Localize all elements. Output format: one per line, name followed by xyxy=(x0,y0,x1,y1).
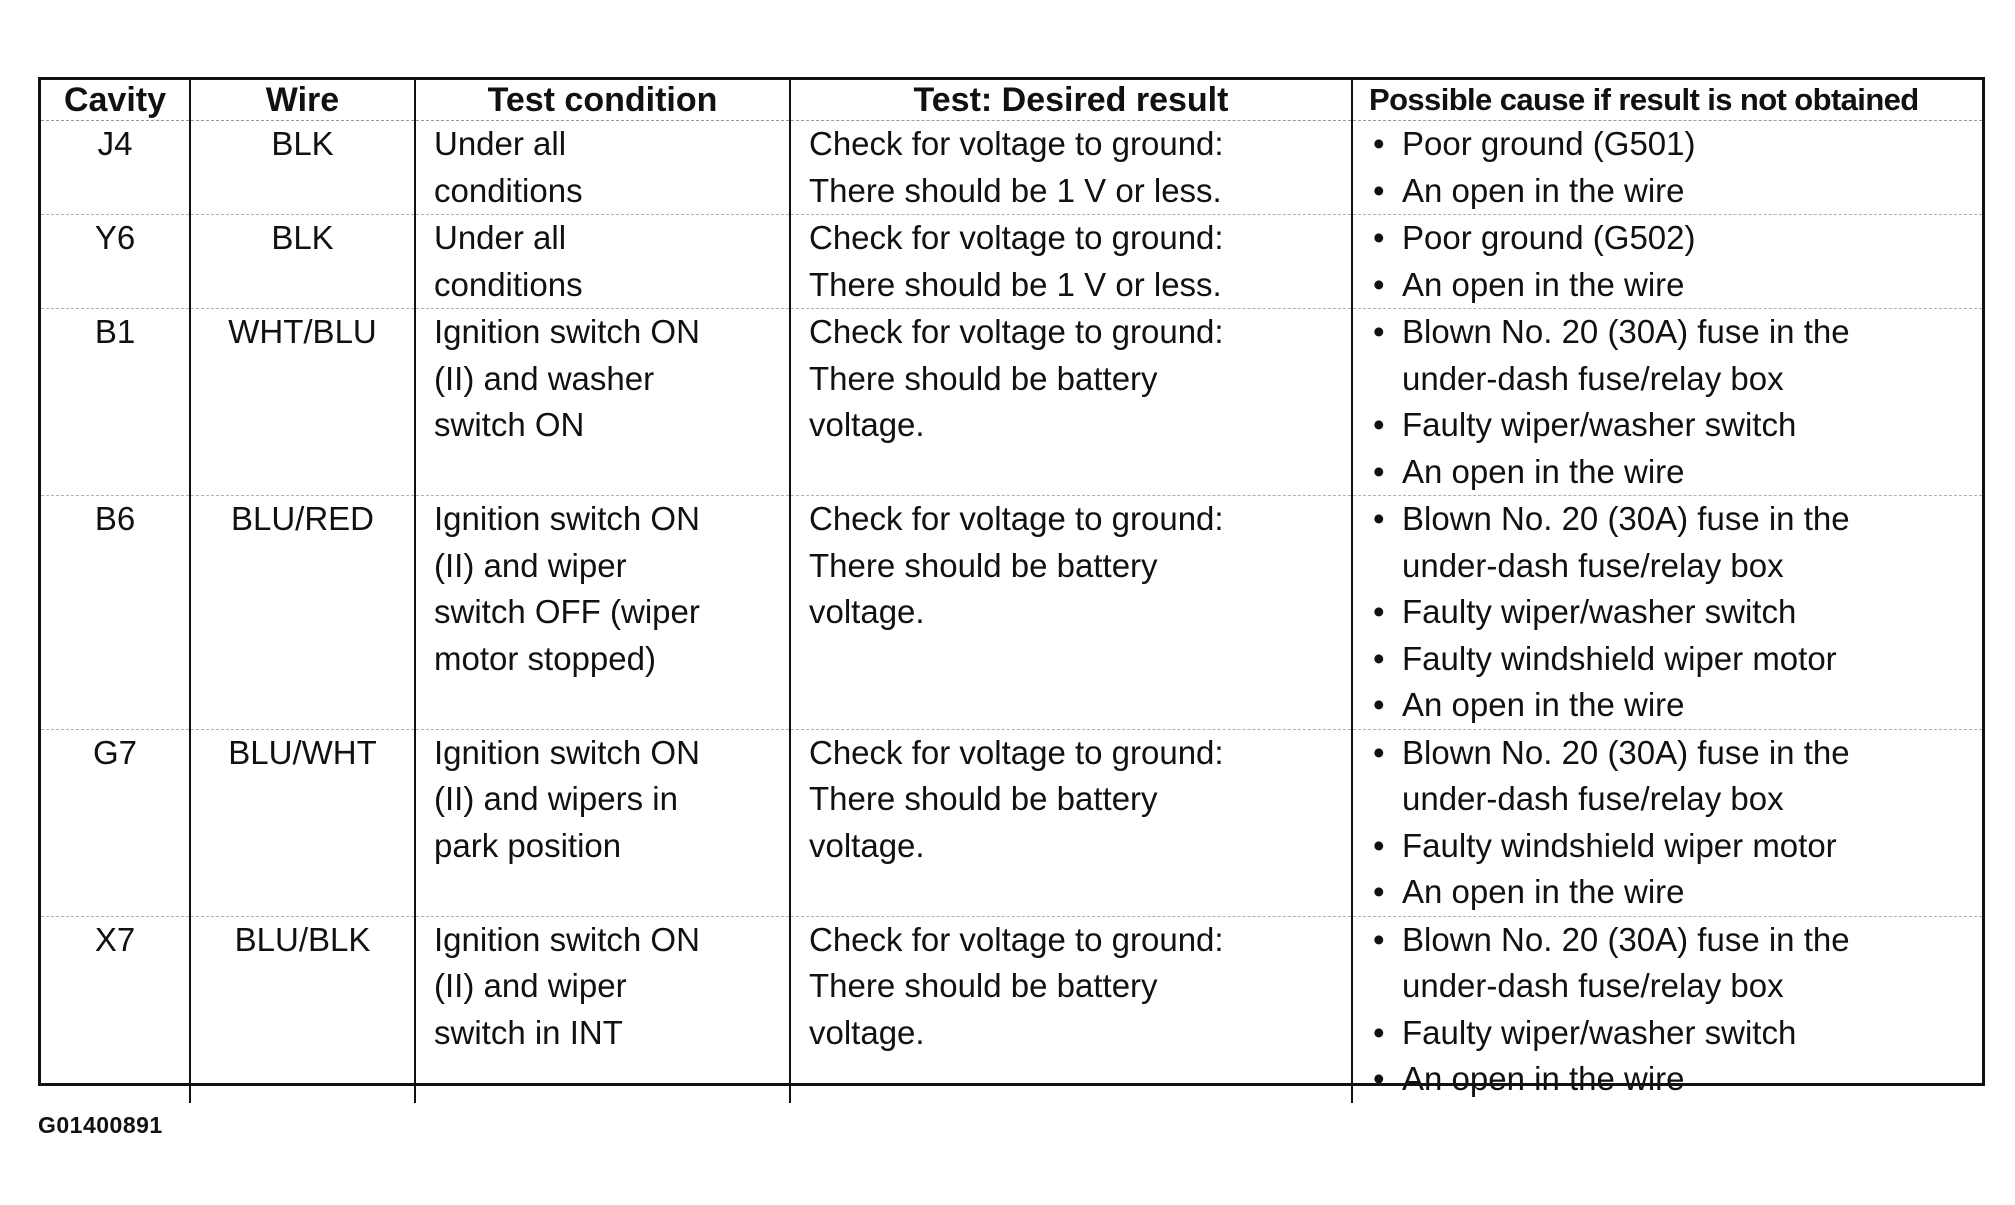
cause-item: • Blown No. 20 (30A) fuse in the under-dash fuse/relay box xyxy=(1371,309,1982,402)
cavity-cell: B1 xyxy=(41,309,190,496)
desired-result-cell: Check for voltage to ground: There should be battery voltage. xyxy=(790,309,1352,496)
diagnostic-table xyxy=(41,80,1982,1103)
cause-item: • Poor ground (G501) xyxy=(1371,121,1982,168)
cause-item: • An open in the wire xyxy=(1371,1056,1982,1103)
figure-id: G01400891 xyxy=(38,1112,163,1138)
cavity-cell: Y6 xyxy=(41,215,190,309)
desired-result-cell: Check for voltage to ground: There should be battery voltage. xyxy=(790,496,1352,730)
wire-cell: BLU/RED xyxy=(190,496,415,730)
cavity-cell: B6 xyxy=(41,496,190,730)
cause-item: • An open in the wire xyxy=(1371,869,1982,916)
test-condition-cell: Ignition switch ON (II) and wiper switch in INT xyxy=(415,916,790,1103)
test-condition-cell: Under all conditions xyxy=(415,121,790,215)
table-row xyxy=(41,916,1982,1103)
cavity-cell: J4 xyxy=(97,125,133,162)
possible-cause-cell xyxy=(1352,309,1982,496)
cause-item: • An open in the wire xyxy=(1371,168,1982,215)
table-row xyxy=(41,729,1982,916)
desired-result-cell: Check for voltage to ground: There should be battery voltage. xyxy=(790,916,1352,1103)
possible-cause-cell xyxy=(1352,729,1982,916)
possible-cause-cell xyxy=(1352,215,1982,309)
test-condition-cell: Ignition switch ON (II) and wiper switch OFF (wiper motor stopped) xyxy=(415,496,790,730)
table-row xyxy=(41,309,1982,496)
wire-cell: BLU/BLK xyxy=(190,916,415,1103)
header-test-condition: Test condition xyxy=(415,80,790,121)
cause-item: • Blown No. 20 (30A) fuse in the under-dash fuse/relay box xyxy=(1371,917,1982,1010)
possible-cause-cell xyxy=(1352,916,1982,1103)
cause-item: • An open in the wire xyxy=(1371,449,1982,496)
header-cavity: Cavity xyxy=(41,80,190,121)
wire-cell: BLU/WHT xyxy=(190,729,415,916)
cause-item: • Faulty wiper/washer switch xyxy=(1371,589,1982,636)
desired-result-cell: Check for voltage to ground: There should be battery voltage. xyxy=(790,729,1352,916)
cause-item: • Poor ground (G502) xyxy=(1371,215,1982,262)
test-condition-cell: Ignition switch ON (II) and wipers in park position xyxy=(415,729,790,916)
desired-result-cell: Check for voltage to ground: There should be 1 V or less. xyxy=(790,121,1352,215)
table-row xyxy=(41,121,1982,215)
diagnostic-table-frame xyxy=(38,77,1985,1097)
cause-item: • Faulty wiper/washer switch xyxy=(1371,1010,1982,1057)
cause-item: • Faulty windshield wiper motor xyxy=(1371,636,1982,683)
wire-cell: WHT/BLU xyxy=(190,309,415,496)
cavity-cell: X7 xyxy=(41,916,190,1103)
table-row xyxy=(41,496,1982,730)
cause-item: • Blown No. 20 (30A) fuse in the under-dash fuse/relay box xyxy=(1371,496,1982,589)
possible-cause-cell xyxy=(1352,121,1982,215)
cause-item: • An open in the wire xyxy=(1371,262,1982,309)
desired-result-cell: Check for voltage to ground: There should be 1 V or less. xyxy=(790,215,1352,309)
header-wire: Wire xyxy=(190,80,415,121)
wire-cell: BLK xyxy=(190,215,415,309)
header-desired-result: Test: Desired result xyxy=(790,80,1352,121)
cause-item: • Faulty windshield wiper motor xyxy=(1371,823,1982,870)
cause-item: • An open in the wire xyxy=(1371,682,1982,729)
table-row xyxy=(41,215,1982,309)
test-condition-cell: Under all conditions xyxy=(415,215,790,309)
wire-cell: BLK xyxy=(190,121,415,215)
cause-item: • Blown No. 20 (30A) fuse in the under-dash fuse/relay box xyxy=(1371,730,1982,823)
header-row xyxy=(41,80,1982,121)
possible-cause-cell xyxy=(1352,496,1982,730)
test-condition-cell: Ignition switch ON (II) and washer switch ON xyxy=(415,309,790,496)
cause-item: • Faulty wiper/washer switch xyxy=(1371,402,1982,449)
header-possible-cause: Possible cause if result is not obtained xyxy=(1352,80,1982,121)
cavity-cell: G7 xyxy=(41,729,190,916)
